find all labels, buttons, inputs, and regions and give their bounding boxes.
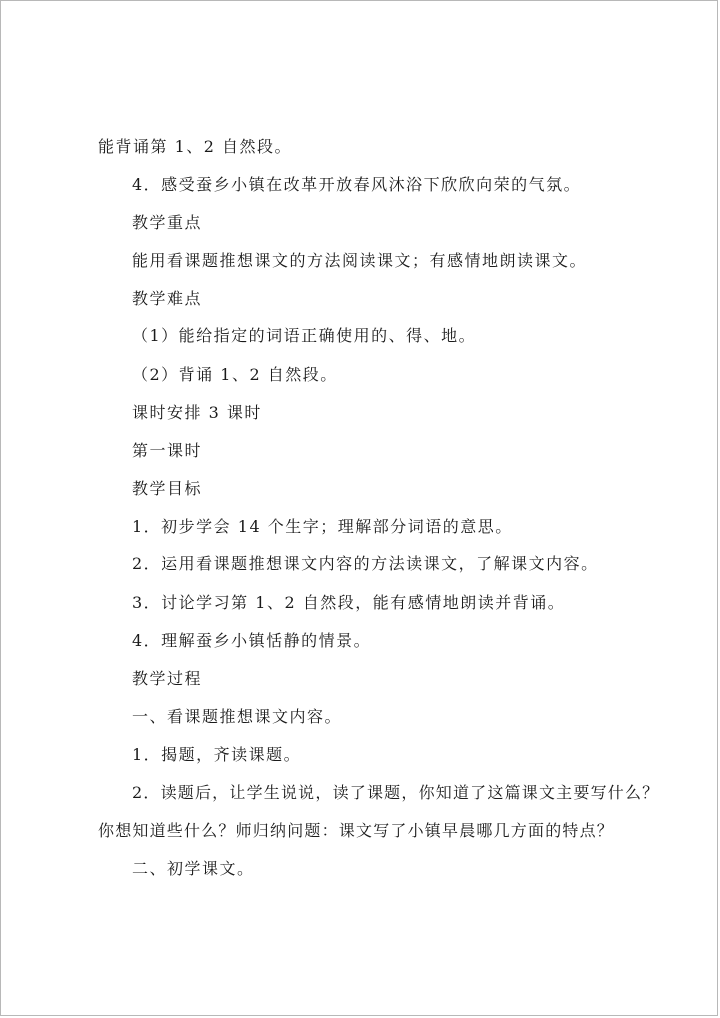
text-line: 能背诵第 1、2 自然段。 [98, 137, 293, 156]
text-line: 能用看课题推想课文的方法阅读课文；有感情地朗读课文。 [132, 251, 588, 270]
text-line: 一、看课题推想课文内容。 [132, 707, 343, 726]
text-line: 2．读题后，让学生说说，读了课题，你知道了这篇课文主要写什么？ [132, 783, 660, 802]
section-heading: 教学过程 [132, 669, 203, 688]
text-line: （2）背诵 1、2 自然段。 [132, 365, 338, 384]
text-line: 二、初学课文。 [132, 859, 255, 878]
text-line: 1．揭题，齐读课题。 [132, 745, 302, 764]
section-heading: 教学重点 [132, 213, 203, 232]
text-line: （1）能给指定的词语正确使用的、得、地。 [132, 326, 477, 345]
text-line: 课时安排 3 课时 [132, 403, 262, 422]
text-line: 4．感受蚕乡小镇在改革开放春风沐浴下欣欣向荣的气氛。 [132, 175, 582, 194]
text-line: 你想知道些什么？师归纳问题：课文写了小镇早晨哪几方面的特点？ [98, 821, 615, 840]
section-heading: 教学目标 [132, 479, 203, 498]
text-line: 3．讨论学习第 1、2 自然段，能有感情地朗读并背诵。 [132, 593, 566, 612]
text-line: 1．初步学会 14 个生字；理解部分词语的意思。 [132, 517, 513, 536]
text-line: 2．运用看课题推想课文内容的方法读课文，了解课文内容。 [132, 554, 599, 573]
text-line: 4．理解蚕乡小镇恬静的情景。 [132, 631, 372, 650]
section-heading: 教学难点 [132, 289, 203, 308]
section-heading: 第一课时 [132, 441, 203, 460]
